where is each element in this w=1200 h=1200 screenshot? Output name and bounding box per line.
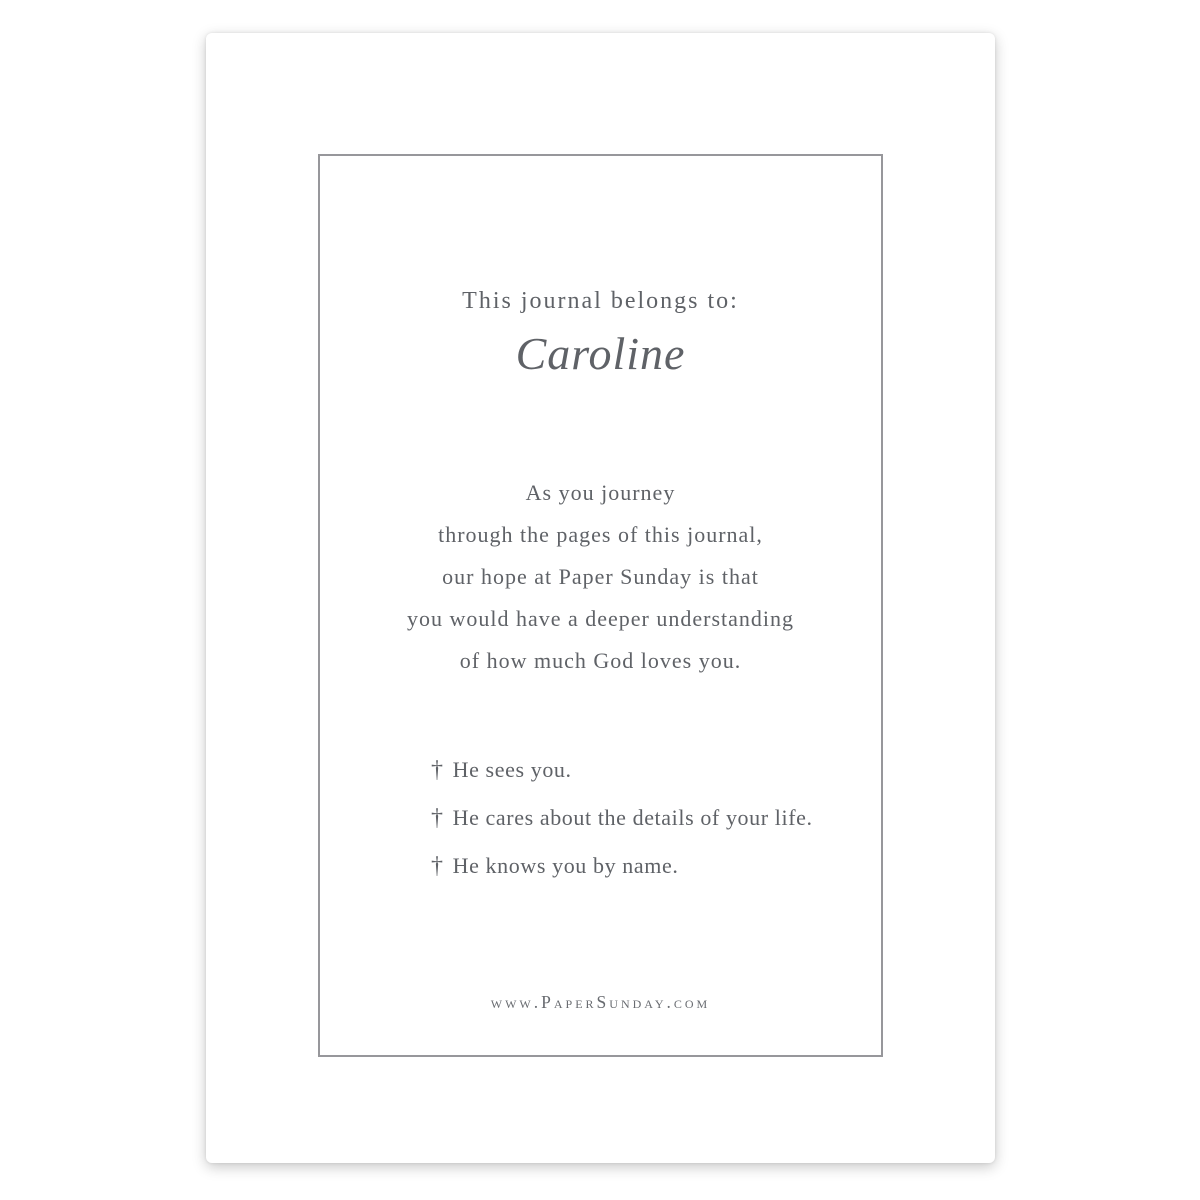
website-url: www.PaperSunday.com	[490, 992, 711, 1012]
intro-paragraph	[320, 472, 881, 682]
promise-list	[431, 746, 861, 890]
cross-dagger-icon: †	[431, 853, 444, 879]
intro-line: of how much God loves you.	[459, 648, 742, 673]
intro-line: As you journey	[525, 480, 676, 505]
cross-dagger-icon: †	[431, 757, 444, 783]
list-item	[431, 746, 861, 794]
intro-line: you would have a deeper understanding	[406, 606, 795, 631]
list-item-text: He sees you.	[452, 757, 572, 782]
intro-line: our hope at Paper Sunday is that	[442, 564, 759, 589]
belongs-to-label: This journal belongs to:	[462, 288, 739, 314]
journal-page	[206, 33, 995, 1163]
list-item	[431, 794, 861, 842]
intro-line: through the pages of this journal,	[438, 522, 763, 547]
decorative-frame	[318, 154, 883, 1057]
cross-dagger-icon: †	[431, 805, 444, 831]
owner-name: Caroline	[515, 328, 686, 379]
list-item-text: He knows you by name.	[452, 853, 679, 878]
list-item-text: He cares about the details of your life.	[452, 805, 813, 830]
list-item	[431, 842, 861, 890]
